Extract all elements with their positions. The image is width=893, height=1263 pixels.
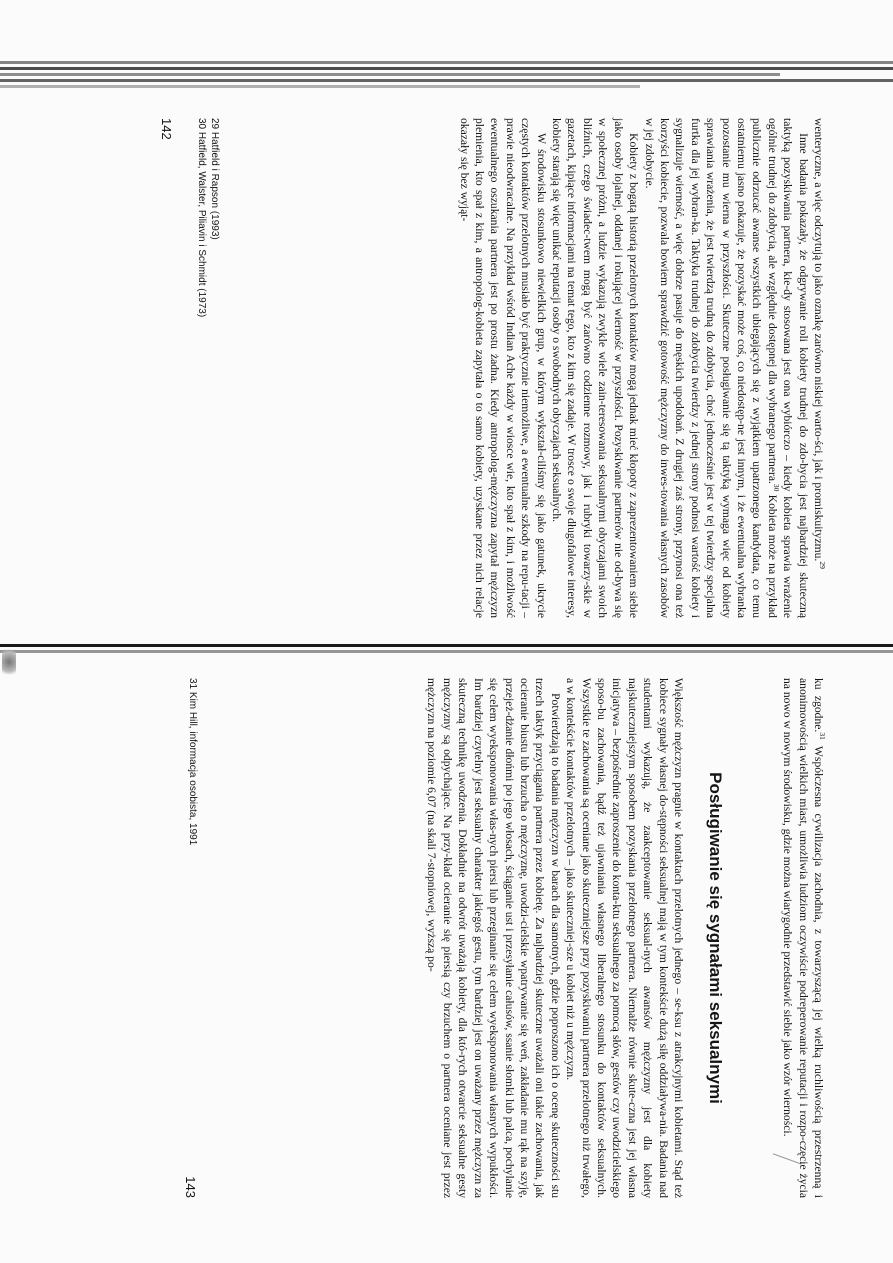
- footnote: 29 Hatfield i Rapson (1993): [209, 118, 220, 240]
- footnote: 31 Kim Hill, informacja osobista, 1991: [187, 678, 198, 846]
- footnote: 30 Hatfield, Walster, Piliavin i Schmidt (1973): [196, 118, 208, 318]
- paragraph: wenteryczne, a więc odczytują to jako oznakę zarówno niskiej warto-ści, jak i promiskuityzmu.$^{29}$: [812, 118, 827, 569]
- page-number-142: 142: [159, 118, 174, 140]
- page-number-143: 143: [183, 1176, 198, 1198]
- page-142-footnotes: [195, 118, 220, 618]
- footnote-ref: 29: [817, 561, 827, 569]
- spine-smudge: [2, 646, 16, 678]
- page-142: [136, 118, 826, 618]
- footnote-ref: 31: [817, 732, 827, 740]
- page-143: [136, 678, 826, 1198]
- page-143-body: [424, 678, 686, 1198]
- scan-edge-band: [0, 55, 893, 91]
- paragraph: Większość mężczyzn pragnie w kontaktach przelotnych jednego – se-ksu z atrakcyjnymi kobietami. Stąd też kobiece sygnały własnej do-stępności seksualnej mają w tym kontekście dużą siłę oddziaływa-nia. Badania nad studentami wykazują, że zaakceptowanie seksual-nych awansów mężczyzny jest dla kobiety najskuteczniejszym sposobem pozyskania przelotnego partnera. Niemalże równie skute-czna jest jej własna inicjatywa – bezpośrednie zaproszenie do konta-ktu seksualnego za pomocą słów, gestów czy uwodzicielskiego sposo-bu zachowania, bądź też ujawniania własnego liberalnego stosunku do kontaktów seksualnych. Wszystkie te zachowania są oceniane jako skuteczniejsze przy pozyskiwaniu partnera przelotnego niż trwałego, a w kontekście kontaktów przelotnych – jako skuteczniej-sze u kobiet niż u mężczyzn.: [564, 678, 685, 1198]
- paragraph: ku zgodne.$^{31}$ Współczesna cywilizacja zachodnia, z towarzyszącą jej wielką ruchliwością przestrzenną i anonimowością wielkich miast, umożliwia ludziom oczywiście podreperowanie reputacji i rozpo-częcie życia na nowo w nowym środowisku, gdzie można wiarygodnie przedstawić siebie jako wzór wierności.: [781, 678, 827, 1198]
- footnote-ref: 30: [771, 483, 781, 492]
- page-142-body: [456, 118, 826, 618]
- paragraph: Inne badania pokazały, że odgrywanie roli kobiety trudnej do zdo-bycia jest najbardziej skuteczną taktyką pozyskiwania partnera, kie-dy stosowana jest ona wybiórczo – kiedy kobieta sprawia wrażenie ogólnie trudnej do zdobycia, ale względnie dostępnej dla wybranego partnera.$^{30}$ Kobieta może na przykład publicznie odrzucać awanse wszystkich ubiegających się z wyjątkiem upatrzonego kandydata, co temu ostatniemu jasno pokazuje, że pozyskać może coś, co niedostęp-ne jest innym, i że ewentualna wybranka pozostanie mu wierna w przyszłości. Skuteczne posługiwanie się tą taktyką wymaga więc od kobiety sprawiania wrażenia, że jest twierdzą trudną do zdobycia, choć jednocześnie jest w tej twierdzy specjalna furtka dla jej wybran-ka. Taktyka trudnej do zdobycia twierdzy z jednej strony podnosi wartość kobiety i sygnalizuje wierność, a więc dobrze pasuje do męskich upodobań. Z drugiej zaś strony, przynosi ona też korzyści kobiecie, pozwala bowiem sprawdzić gotowość mężczyzny do inwes-towania własnych zasobów w jej zdobycie.: [642, 118, 810, 618]
- page-143-intro: [780, 678, 826, 1198]
- paragraph: W środowisku stosunkowo niewielkich grup, w którym wykształ-ciliśmy się jako gatunek, ukrycie częstych kontaktów przelotnych musiało być praktycznie niemożliwe, a ewentualne szkody na repu-tacji – prawie nieodwracalne. Na przykład wśród Indian Ache każdy w wiosce wie, kto spał z kim, i możliwość ewentualnego oszukania partnera jest po prostu żadna. Kiedy antropolog-mężczyzna zapytał mężczyzn plemienia, kto spał z kim, a antropolog-kobieta zapytała o to samo kobiety, uzyskane przez nich relacje okazały się bez wyjąt-: [457, 118, 548, 618]
- section-heading: Posługiwanie się sygnałami seksualnymi: [706, 772, 725, 1104]
- book-spine: [0, 638, 893, 660]
- page-143-footnotes: [186, 678, 199, 1198]
- paragraph: Potwierdzają to badania mężczyzn w barach dla samotnych, gdzie poproszono ich o ocenę skuteczności stu trzech taktyk przyciągania partnera przez kobietę. Za najbardziej skuteczne uważali oni takie zachowania, jak ocieranie biustu lub brzucha o mężczyznę, uwodzi-cielskie wpatrywanie się weń, zakładanie mu rąk na szyję, przejeż-dżanie dłońmi po jego włosach, ściąganie ust i przesyłanie całusów, ssanie słomki lub palca, pochylanie się celem wyeksponowania włas-nych piersi lub przeginanie się celem wyeksponowania własnych wypukłości. Im bardziej czytelny jest seksualny charakter jakiegoś gestu, tym bardziej jest on uważany przez mężczyzn za skuteczną technikę uwodzenia. Dokładnie na odwrót uważają kobiety, dla któ-rych otwarcie seksualne gesty mężczyzny są odpychające. Na przy-kład ocieranie się piersią czy brzuchem o partnera oceniane jest przez mężczyzn na poziomie 6,07 (na skali 7-stopniowej, wyższą po-: [425, 678, 562, 1198]
- paragraph: Kobiety z bogatą historią przelotnych kontaktów mogą jednak mieć kłopoty z zaprezentowaniem siebie jako osoby lojalnej, oddanej i rokującej wierność w przyszłości. Pozyskiwanie partnerów nie od-bywa się w społecznej próżni, a ludzie wykazują zwykle wiele zain-teresowania seksualnymi obyczajami swoich bliźnich, czego świadec-twem mogą być zarówno codzienne rozmowy, jak i rubryki towarzy-skie w gazetach, kipiące informacjami na temat tego, kto z kim się zadaje. W trosce o swoje długofalowe interesy, kobiety starają się więc unikać reputacji osoby o swobodnych obyczajach seksualnych.: [550, 118, 641, 618]
